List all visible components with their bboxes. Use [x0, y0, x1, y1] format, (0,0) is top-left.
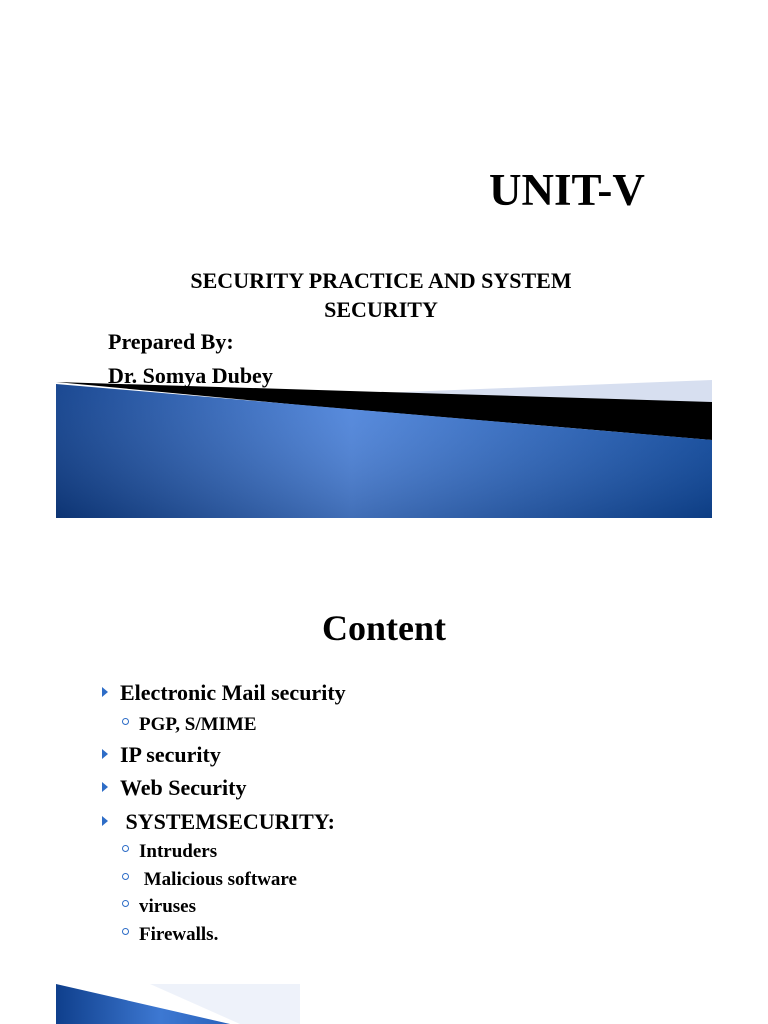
list-item-text: Intruders	[139, 841, 218, 862]
list-item-text: IP security	[120, 742, 221, 767]
list-item-text: Malicious software	[139, 869, 297, 890]
author-name: Dr. Somya Dubey	[108, 363, 273, 388]
content-title: Content	[322, 608, 446, 648]
prepared-by-label: Prepared By:	[108, 329, 234, 354]
slide-title: UNIT-V	[489, 165, 645, 215]
list-item-text: Electronic Mail security	[120, 680, 346, 705]
list-item-text: Firewalls.	[139, 924, 219, 945]
list-item-text: SYSTEMSECURITY:	[120, 809, 335, 834]
list-item-text: PGP, S/MIME	[139, 714, 257, 735]
list-item-text: Web Security	[120, 775, 247, 800]
content-slide	[0, 560, 768, 1024]
list-item-text: viruses	[139, 896, 196, 917]
blue-wedge-graphic	[0, 560, 768, 1024]
slide-subtitle: SECURITY PRACTICE AND SYSTEM SECURITY	[190, 268, 572, 322]
